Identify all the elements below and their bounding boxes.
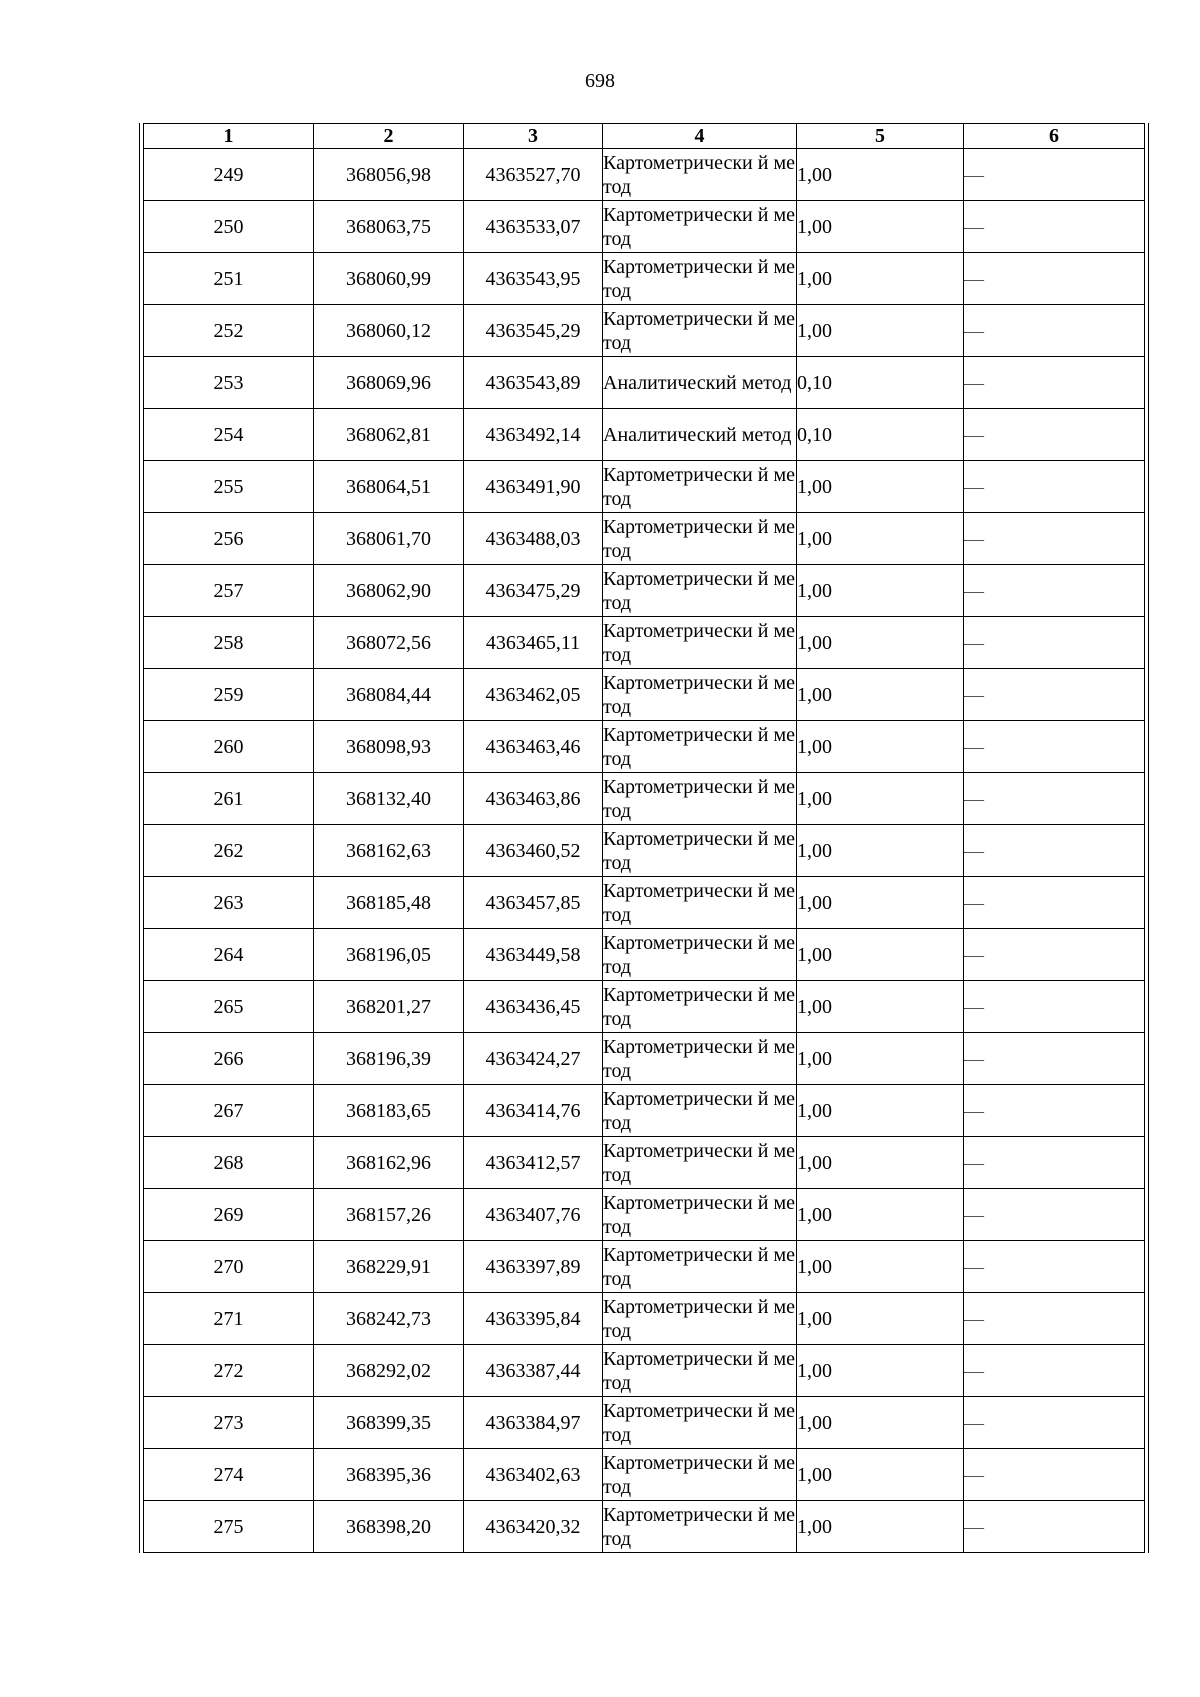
page-number: 698 [585, 70, 615, 92]
x-coordinate-cell: 368056,98 [314, 149, 464, 201]
header-col-1: 1 [144, 124, 314, 149]
x-coordinate-cell: 368061,70 [314, 513, 464, 565]
note-cell: — [964, 981, 1145, 1033]
method-cell: Картометрически й метод [603, 1085, 797, 1137]
point-number-cell: 268 [144, 1137, 314, 1189]
table-row [144, 565, 1145, 617]
y-coordinate-cell: 4363491,90 [464, 461, 603, 513]
point-number-cell: 275 [144, 1501, 314, 1553]
method-cell: Картометрически й метод [603, 825, 797, 877]
y-coordinate-cell: 4363545,29 [464, 305, 603, 357]
y-coordinate-cell: 4363463,86 [464, 773, 603, 825]
x-coordinate-cell: 368196,39 [314, 1033, 464, 1085]
y-coordinate-cell: 4363449,58 [464, 929, 603, 981]
table-row [144, 149, 1145, 201]
x-coordinate-cell: 368183,65 [314, 1085, 464, 1137]
point-number-cell: 261 [144, 773, 314, 825]
table-row [144, 877, 1145, 929]
note-cell: — [964, 1345, 1145, 1397]
table-row [144, 981, 1145, 1033]
point-number-cell: 271 [144, 1293, 314, 1345]
method-cell: Аналитический метод [603, 409, 797, 461]
note-cell: — [964, 357, 1145, 409]
y-coordinate-cell: 4363533,07 [464, 201, 603, 253]
note-cell: — [964, 565, 1145, 617]
point-number-cell: 253 [144, 357, 314, 409]
method-cell: Картометрически й метод [603, 1397, 797, 1449]
table-header-row [144, 124, 1145, 149]
accuracy-cell: 1,00 [797, 305, 964, 357]
y-coordinate-cell: 4363460,52 [464, 825, 603, 877]
y-coordinate-cell: 4363543,95 [464, 253, 603, 305]
note-cell: — [964, 929, 1145, 981]
accuracy-cell: 0,10 [797, 357, 964, 409]
table-row [144, 1501, 1145, 1553]
note-cell: — [964, 201, 1145, 253]
accuracy-cell: 1,00 [797, 825, 964, 877]
note-cell: — [964, 1085, 1145, 1137]
point-number-cell: 266 [144, 1033, 314, 1085]
y-coordinate-cell: 4363402,63 [464, 1449, 603, 1501]
y-coordinate-cell: 4363462,05 [464, 669, 603, 721]
table-row [144, 1397, 1145, 1449]
accuracy-cell: 1,00 [797, 149, 964, 201]
method-cell: Картометрически й метод [603, 513, 797, 565]
accuracy-cell: 1,00 [797, 1501, 964, 1553]
note-cell: — [964, 1241, 1145, 1293]
note-cell: — [964, 1449, 1145, 1501]
accuracy-cell: 1,00 [797, 1345, 964, 1397]
x-coordinate-cell: 368098,93 [314, 721, 464, 773]
table-row [144, 825, 1145, 877]
x-coordinate-cell: 368060,12 [314, 305, 464, 357]
method-cell: Картометрически й метод [603, 1189, 797, 1241]
x-coordinate-cell: 368229,91 [314, 1241, 464, 1293]
note-cell: — [964, 1397, 1145, 1449]
method-cell: Картометрически й метод [603, 1501, 797, 1553]
table-row [144, 1085, 1145, 1137]
point-number-cell: 262 [144, 825, 314, 877]
note-cell: — [964, 253, 1145, 305]
x-coordinate-cell: 368062,90 [314, 565, 464, 617]
accuracy-cell: 1,00 [797, 1033, 964, 1085]
note-cell: — [964, 1189, 1145, 1241]
table-row [144, 1137, 1145, 1189]
x-coordinate-cell: 368084,44 [314, 669, 464, 721]
accuracy-cell: 1,00 [797, 461, 964, 513]
point-number-cell: 255 [144, 461, 314, 513]
x-coordinate-cell: 368132,40 [314, 773, 464, 825]
point-number-cell: 249 [144, 149, 314, 201]
method-cell: Картометрически й метод [603, 1449, 797, 1501]
accuracy-cell: 1,00 [797, 513, 964, 565]
point-number-cell: 274 [144, 1449, 314, 1501]
table-row [144, 1033, 1145, 1085]
y-coordinate-cell: 4363527,70 [464, 149, 603, 201]
point-number-cell: 251 [144, 253, 314, 305]
y-coordinate-cell: 4363397,89 [464, 1241, 603, 1293]
note-cell: — [964, 773, 1145, 825]
y-coordinate-cell: 4363387,44 [464, 1345, 603, 1397]
method-cell: Картометрически й метод [603, 617, 797, 669]
method-cell: Картометрически й метод [603, 1345, 797, 1397]
y-coordinate-cell: 4363414,76 [464, 1085, 603, 1137]
accuracy-cell: 1,00 [797, 1085, 964, 1137]
table-row [144, 409, 1145, 461]
y-coordinate-cell: 4363457,85 [464, 877, 603, 929]
point-number-cell: 273 [144, 1397, 314, 1449]
table-row [144, 357, 1145, 409]
x-coordinate-cell: 368060,99 [314, 253, 464, 305]
method-cell: Картометрически й метод [603, 929, 797, 981]
note-cell: — [964, 825, 1145, 877]
y-coordinate-cell: 4363543,89 [464, 357, 603, 409]
note-cell: — [964, 305, 1145, 357]
x-coordinate-cell: 368196,05 [314, 929, 464, 981]
accuracy-cell: 1,00 [797, 773, 964, 825]
note-cell: — [964, 1137, 1145, 1189]
note-cell: — [964, 1293, 1145, 1345]
point-number-cell: 256 [144, 513, 314, 565]
y-coordinate-cell: 4363463,46 [464, 721, 603, 773]
method-cell: Картометрически й метод [603, 305, 797, 357]
accuracy-cell: 1,00 [797, 1241, 964, 1293]
x-coordinate-cell: 368062,81 [314, 409, 464, 461]
table-row [144, 305, 1145, 357]
x-coordinate-cell: 368201,27 [314, 981, 464, 1033]
x-coordinate-cell: 368185,48 [314, 877, 464, 929]
accuracy-cell: 1,00 [797, 617, 964, 669]
accuracy-cell: 1,00 [797, 1449, 964, 1501]
method-cell: Картометрически й метод [603, 1033, 797, 1085]
point-number-cell: 258 [144, 617, 314, 669]
note-cell: — [964, 409, 1145, 461]
table-row [144, 253, 1145, 305]
header-col-5: 5 [797, 124, 964, 149]
note-cell: — [964, 149, 1145, 201]
y-coordinate-cell: 4363475,29 [464, 565, 603, 617]
method-cell: Картометрически й метод [603, 1137, 797, 1189]
point-number-cell: 264 [144, 929, 314, 981]
table-row [144, 669, 1145, 721]
y-coordinate-cell: 4363492,14 [464, 409, 603, 461]
x-coordinate-cell: 368063,75 [314, 201, 464, 253]
table-row [144, 1293, 1145, 1345]
point-number-cell: 259 [144, 669, 314, 721]
accuracy-cell: 1,00 [797, 1137, 964, 1189]
method-cell: Картометрически й метод [603, 201, 797, 253]
method-cell: Картометрически й метод [603, 1241, 797, 1293]
point-number-cell: 269 [144, 1189, 314, 1241]
method-cell: Картометрически й метод [603, 565, 797, 617]
x-coordinate-cell: 368162,96 [314, 1137, 464, 1189]
point-number-cell: 257 [144, 565, 314, 617]
coordinates-table-frame [139, 123, 1149, 1553]
note-cell: — [964, 721, 1145, 773]
accuracy-cell: 1,00 [797, 721, 964, 773]
table-row [144, 721, 1145, 773]
coordinates-table [143, 123, 1145, 1553]
note-cell: — [964, 1501, 1145, 1553]
header-col-4: 4 [603, 124, 797, 149]
point-number-cell: 252 [144, 305, 314, 357]
accuracy-cell: 1,00 [797, 253, 964, 305]
table-row [144, 1449, 1145, 1501]
x-coordinate-cell: 368242,73 [314, 1293, 464, 1345]
x-coordinate-cell: 368157,26 [314, 1189, 464, 1241]
accuracy-cell: 1,00 [797, 565, 964, 617]
method-cell: Картометрически й метод [603, 669, 797, 721]
table-row [144, 617, 1145, 669]
point-number-cell: 263 [144, 877, 314, 929]
method-cell: Картометрически й метод [603, 877, 797, 929]
note-cell: — [964, 617, 1145, 669]
y-coordinate-cell: 4363465,11 [464, 617, 603, 669]
method-cell: Картометрически й метод [603, 461, 797, 513]
header-col-3: 3 [464, 124, 603, 149]
y-coordinate-cell: 4363424,27 [464, 1033, 603, 1085]
y-coordinate-cell: 4363436,45 [464, 981, 603, 1033]
x-coordinate-cell: 368398,20 [314, 1501, 464, 1553]
y-coordinate-cell: 4363412,57 [464, 1137, 603, 1189]
y-coordinate-cell: 4363488,03 [464, 513, 603, 565]
accuracy-cell: 1,00 [797, 201, 964, 253]
y-coordinate-cell: 4363407,76 [464, 1189, 603, 1241]
accuracy-cell: 1,00 [797, 929, 964, 981]
x-coordinate-cell: 368162,63 [314, 825, 464, 877]
note-cell: — [964, 669, 1145, 721]
table-row [144, 1241, 1145, 1293]
method-cell: Картометрически й метод [603, 253, 797, 305]
accuracy-cell: 1,00 [797, 669, 964, 721]
note-cell: — [964, 461, 1145, 513]
accuracy-cell: 0,10 [797, 409, 964, 461]
point-number-cell: 272 [144, 1345, 314, 1397]
method-cell: Картометрически й метод [603, 149, 797, 201]
x-coordinate-cell: 368395,36 [314, 1449, 464, 1501]
point-number-cell: 254 [144, 409, 314, 461]
note-cell: — [964, 877, 1145, 929]
y-coordinate-cell: 4363395,84 [464, 1293, 603, 1345]
table-row [144, 1189, 1145, 1241]
table-row [144, 461, 1145, 513]
table-row [144, 929, 1145, 981]
point-number-cell: 265 [144, 981, 314, 1033]
method-cell: Картометрически й метод [603, 773, 797, 825]
table-row [144, 513, 1145, 565]
x-coordinate-cell: 368292,02 [314, 1345, 464, 1397]
method-cell: Картометрически й метод [603, 981, 797, 1033]
x-coordinate-cell: 368399,35 [314, 1397, 464, 1449]
point-number-cell: 250 [144, 201, 314, 253]
y-coordinate-cell: 4363420,32 [464, 1501, 603, 1553]
accuracy-cell: 1,00 [797, 1293, 964, 1345]
method-cell: Картометрически й метод [603, 1293, 797, 1345]
table-row [144, 773, 1145, 825]
table-row [144, 201, 1145, 253]
method-cell: Картометрически й метод [603, 721, 797, 773]
table-row [144, 1345, 1145, 1397]
note-cell: — [964, 1033, 1145, 1085]
point-number-cell: 270 [144, 1241, 314, 1293]
accuracy-cell: 1,00 [797, 1189, 964, 1241]
y-coordinate-cell: 4363384,97 [464, 1397, 603, 1449]
header-col-2: 2 [314, 124, 464, 149]
accuracy-cell: 1,00 [797, 877, 964, 929]
x-coordinate-cell: 368072,56 [314, 617, 464, 669]
method-cell: Аналитический метод [603, 357, 797, 409]
point-number-cell: 267 [144, 1085, 314, 1137]
table-body [144, 149, 1145, 1553]
x-coordinate-cell: 368069,96 [314, 357, 464, 409]
accuracy-cell: 1,00 [797, 1397, 964, 1449]
note-cell: — [964, 513, 1145, 565]
point-number-cell: 260 [144, 721, 314, 773]
x-coordinate-cell: 368064,51 [314, 461, 464, 513]
accuracy-cell: 1,00 [797, 981, 964, 1033]
header-col-6: 6 [964, 124, 1145, 149]
